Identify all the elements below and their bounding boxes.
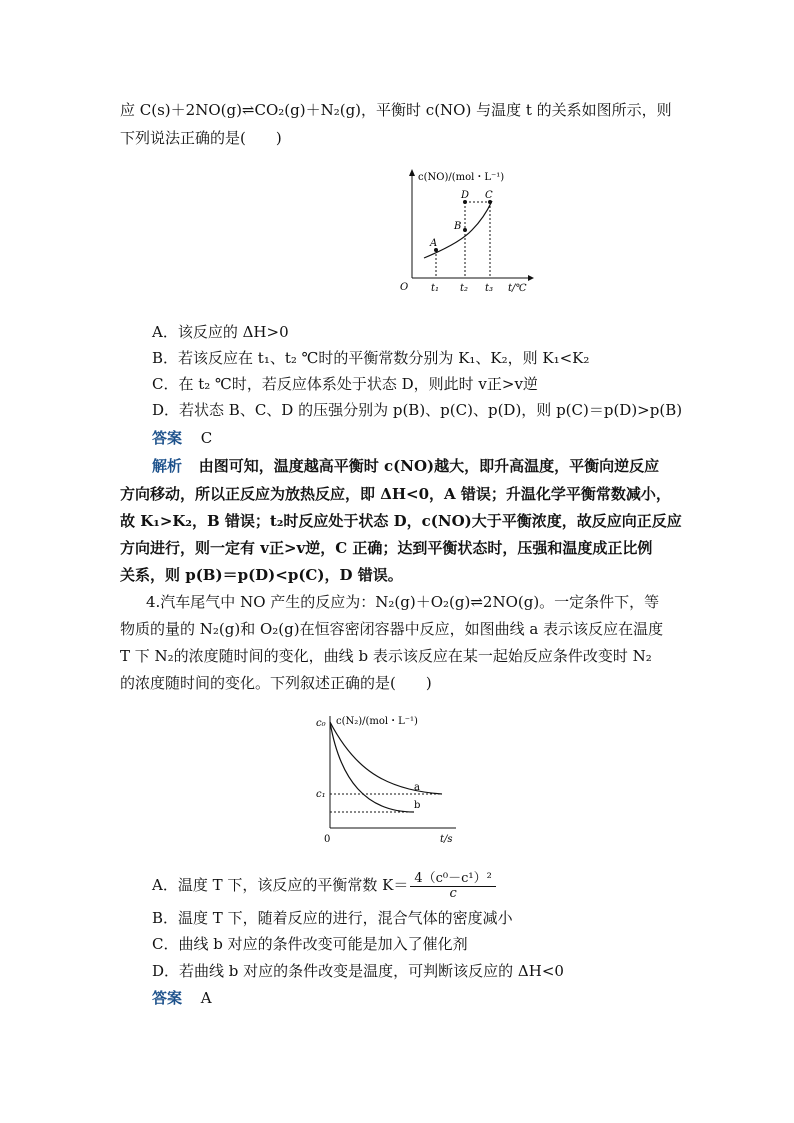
q4-option-a bbox=[152, 868, 496, 902]
curve-b-label: b bbox=[414, 800, 421, 811]
q3-analysis-line2: 方向移动，所以正反应为放热反应，即 ΔH<0，A 错误；升温化学平衡常数减小， bbox=[120, 485, 671, 503]
q3-analysis-text1: 由图可知，温度越高平衡时 c(NO)越大，即升高温度，平衡向逆反应 bbox=[198, 457, 660, 475]
origin-label: 0 bbox=[324, 834, 331, 845]
q4-option-c: C．曲线 b 对应的条件改变可能是加入了催化剂 bbox=[152, 935, 468, 953]
curve-a bbox=[330, 722, 442, 794]
origin-label: O bbox=[400, 282, 409, 293]
q4-option-d: D．若曲线 b 对应的条件改变是温度，可判断该反应的 ΔH<0 bbox=[152, 962, 564, 980]
q3-stem-line1: 应 C(s)＋2NO(g)⇌CO₂(g)＋N₂(g)，平衡时 c(NO) 与温度 t 的关系如图所示，则 bbox=[120, 101, 672, 119]
tick-t1: t₁ bbox=[431, 283, 440, 294]
q4-option-b: B．温度 T 下，随着反应的进行，混合气体的密度减小 bbox=[152, 909, 513, 927]
point-b-dot bbox=[463, 228, 467, 232]
tick-t3: t₃ bbox=[485, 283, 494, 294]
q3-answer-row bbox=[152, 428, 212, 448]
q3-figure bbox=[396, 166, 536, 298]
point-d-label: D bbox=[461, 190, 470, 201]
fraction-denominator: c bbox=[449, 885, 457, 901]
curve-a-label: a bbox=[414, 782, 420, 793]
q4-answer-label: 答案 bbox=[152, 989, 183, 1007]
q4-option-a-text: A．温度 T 下，该反应的平衡常数 K＝ bbox=[152, 876, 409, 894]
q4-stem-line1: 4.汽车尾气中 NO 产生的反应为：N₂(g)＋O₂(g)⇌2NO(g)。一定条件下，等 bbox=[146, 593, 660, 611]
y-tick-c1: c₁ bbox=[316, 789, 326, 800]
point-b-label: B bbox=[454, 221, 462, 232]
q3-analysis-label: 解析 bbox=[152, 457, 183, 475]
q4-answer-value: A bbox=[200, 989, 212, 1007]
q3-option-d: D．若状态 B、C、D 的压强分别为 p(B)、p(C)、p(D)，则 p(C)＝p(D)>p(B) bbox=[152, 401, 683, 419]
q3-analysis-line3: 故 K₁>K₂，B 错误；t₂时反应处于状态 D，c(NO)大于平衡浓度，故反应向正反应 bbox=[120, 512, 682, 530]
y-axis-label: c(NO)/(mol・L⁻¹) bbox=[418, 172, 505, 183]
q4-option-a-fraction bbox=[410, 872, 495, 901]
q3-analysis-line5: 关系，则 p(B)＝p(D)<p(C)，D 错误。 bbox=[120, 566, 403, 584]
q3-option-c: C．在 t₂ ℃时，若反应体系处于状态 D，则此时 v正>v逆 bbox=[152, 375, 538, 393]
q4-answer-row bbox=[152, 988, 212, 1008]
q3-option-b: B．若该反应在 t₁、t₂ ℃时的平衡常数分别为 K₁、K₂，则 K₁<K₂ bbox=[152, 349, 590, 367]
point-c-label: C bbox=[485, 190, 493, 201]
tick-t2: t₂ bbox=[460, 283, 469, 294]
q3-answer-value: C bbox=[200, 429, 213, 447]
x-axis-label: t/s bbox=[440, 834, 453, 845]
q4-stem-line4: 的浓度随时间的变化。下列叙述正确的是( ) bbox=[120, 674, 432, 692]
y-axis-label: c(N₂)/(mol・L⁻¹) bbox=[336, 716, 418, 727]
q3-answer-label: 答案 bbox=[152, 429, 183, 447]
y-tick-c0: c₀ bbox=[316, 718, 326, 729]
fraction-numerator: 4（c⁰－c¹）² bbox=[410, 872, 495, 887]
q3-analysis-line4: 方向进行，则一定有 v正>v逆，C 正确；达到平衡状态时，压强和温度成正比例 bbox=[120, 539, 653, 557]
q3-stem-line2: 下列说法正确的是( ) bbox=[120, 129, 282, 147]
point-a-label: A bbox=[430, 238, 438, 249]
q3-analysis-line1 bbox=[152, 456, 659, 476]
q4-figure bbox=[310, 708, 468, 850]
q4-stem-line2: 物质的量的 N₂(g)和 O₂(g)在恒容密闭容器中反应，如图曲线 a 表示该反应在温度 bbox=[120, 620, 664, 638]
q3-option-a: A．该反应的 ΔH>0 bbox=[152, 323, 289, 341]
x-axis-arrow bbox=[528, 275, 534, 281]
q4-stem-line3: T 下 N₂的浓度随时间的变化，曲线 b 表示该反应在某一起始反应条件改变时 N₂ bbox=[120, 647, 652, 665]
curve-b bbox=[330, 722, 414, 812]
x-axis-label: t/℃ bbox=[508, 283, 527, 294]
y-axis-arrow bbox=[409, 169, 415, 176]
